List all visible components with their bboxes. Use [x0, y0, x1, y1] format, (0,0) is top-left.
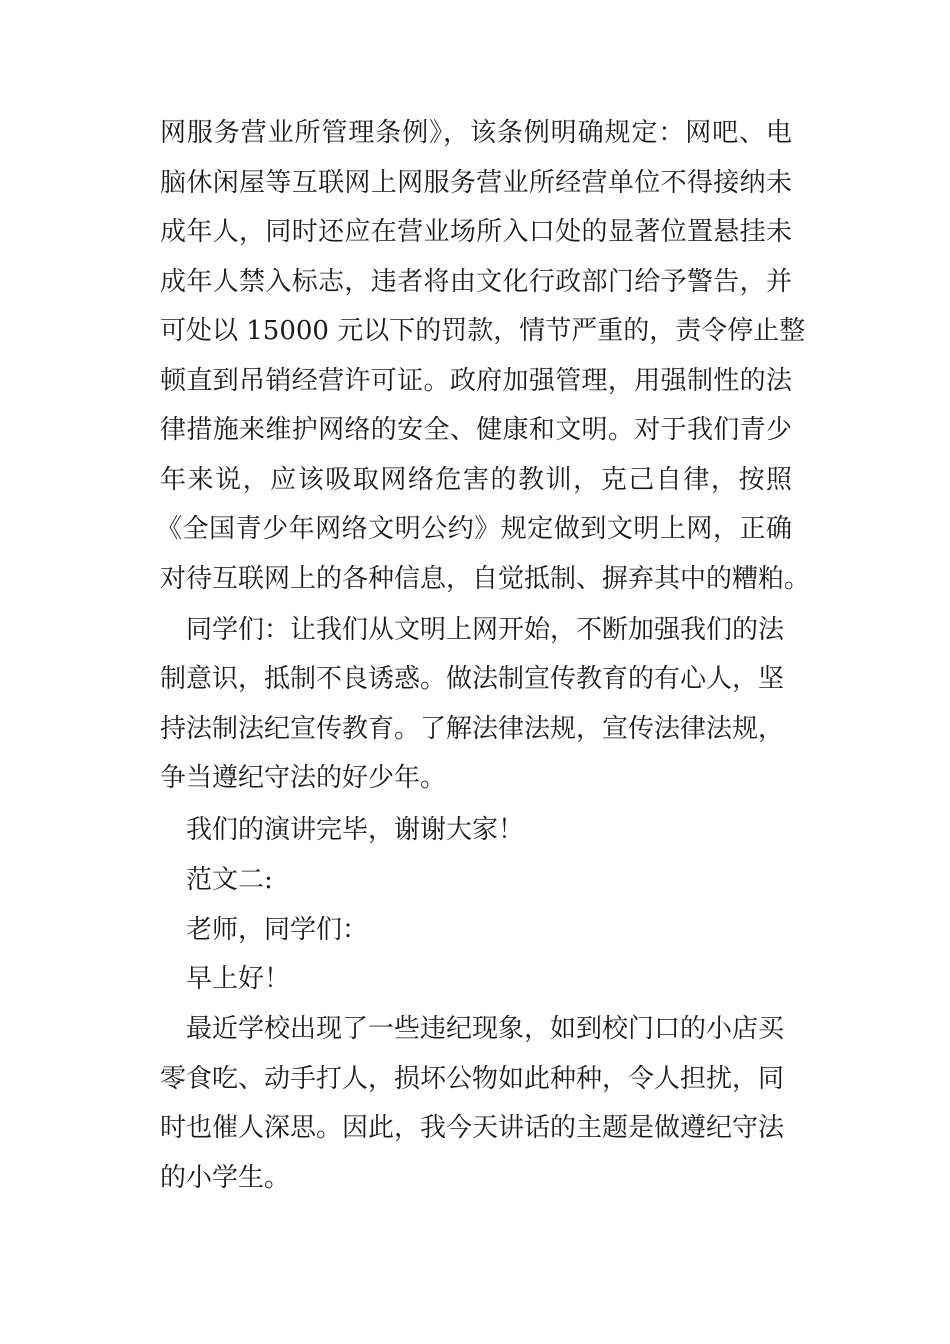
body-text-line: 网服务营业所管理条例》，该条例明确规定：网吧、电 — [160, 118, 792, 148]
body-text-line: 同学们：让我们从文明上网开始，不断加强我们的法 — [186, 615, 785, 645]
body-text-line: 年来说，应该吸取网络危害的教训，克己自律，按照 — [160, 465, 792, 495]
body-text-line: 制意识，抵制不良诱惑。做法制宣传教育的有心人，坚 — [160, 664, 785, 694]
body-text-line: 顿直到吊销经营许可证。政府加强管理，用强制性的法 — [160, 366, 792, 396]
body-text-line: 持法制法纪宣传教育。了解法律法规，宣传法律法规， — [160, 714, 785, 744]
body-text-line: 律措施来维护网络的安全、健康和文明。对于我们青少 — [160, 415, 792, 445]
body-text-line: 争当遵纪守法的好少年。 — [160, 763, 447, 793]
body-text-line: 《全国青少年网络文明公约》规定做到文明上网，正确 — [156, 514, 792, 544]
body-text-line: 脑休闲屋等互联网上网服务营业所经营单位不得接纳未 — [160, 168, 792, 198]
greeting-line: 早上好！ — [186, 964, 291, 994]
body-text-line: 对待互联网上的各种信息，自觉抵制、摒弃其中的糟粕。 — [160, 564, 811, 594]
salutation-line: 老师，同学们： — [186, 915, 369, 945]
body-text-line: 最近学校出现了一些违纪现象，如到校门口的小店买 — [186, 1014, 785, 1044]
body-text-line: 成年人，同时还应在营业场所入口处的显著位置悬挂未 — [160, 217, 792, 247]
body-text-line: 可处以 15000 元以下的罚款，情节严重的，责令停止整 — [160, 316, 806, 346]
section-heading: 范文二: — [186, 865, 273, 895]
body-text-line: 零食吃、动手打人，损坏公物如此种种，令人担扰，同 — [160, 1064, 785, 1094]
body-text-line: 的小学生。 — [160, 1163, 291, 1193]
closing-line: 我们的演讲完毕，谢谢大家！ — [186, 815, 525, 845]
body-text-line: 成年人禁入标志，违者将由文化行政部门给予警告，并 — [160, 267, 792, 297]
body-text-line: 时也催人深思。因此，我今天讲话的主题是做遵纪守法 — [160, 1113, 785, 1143]
